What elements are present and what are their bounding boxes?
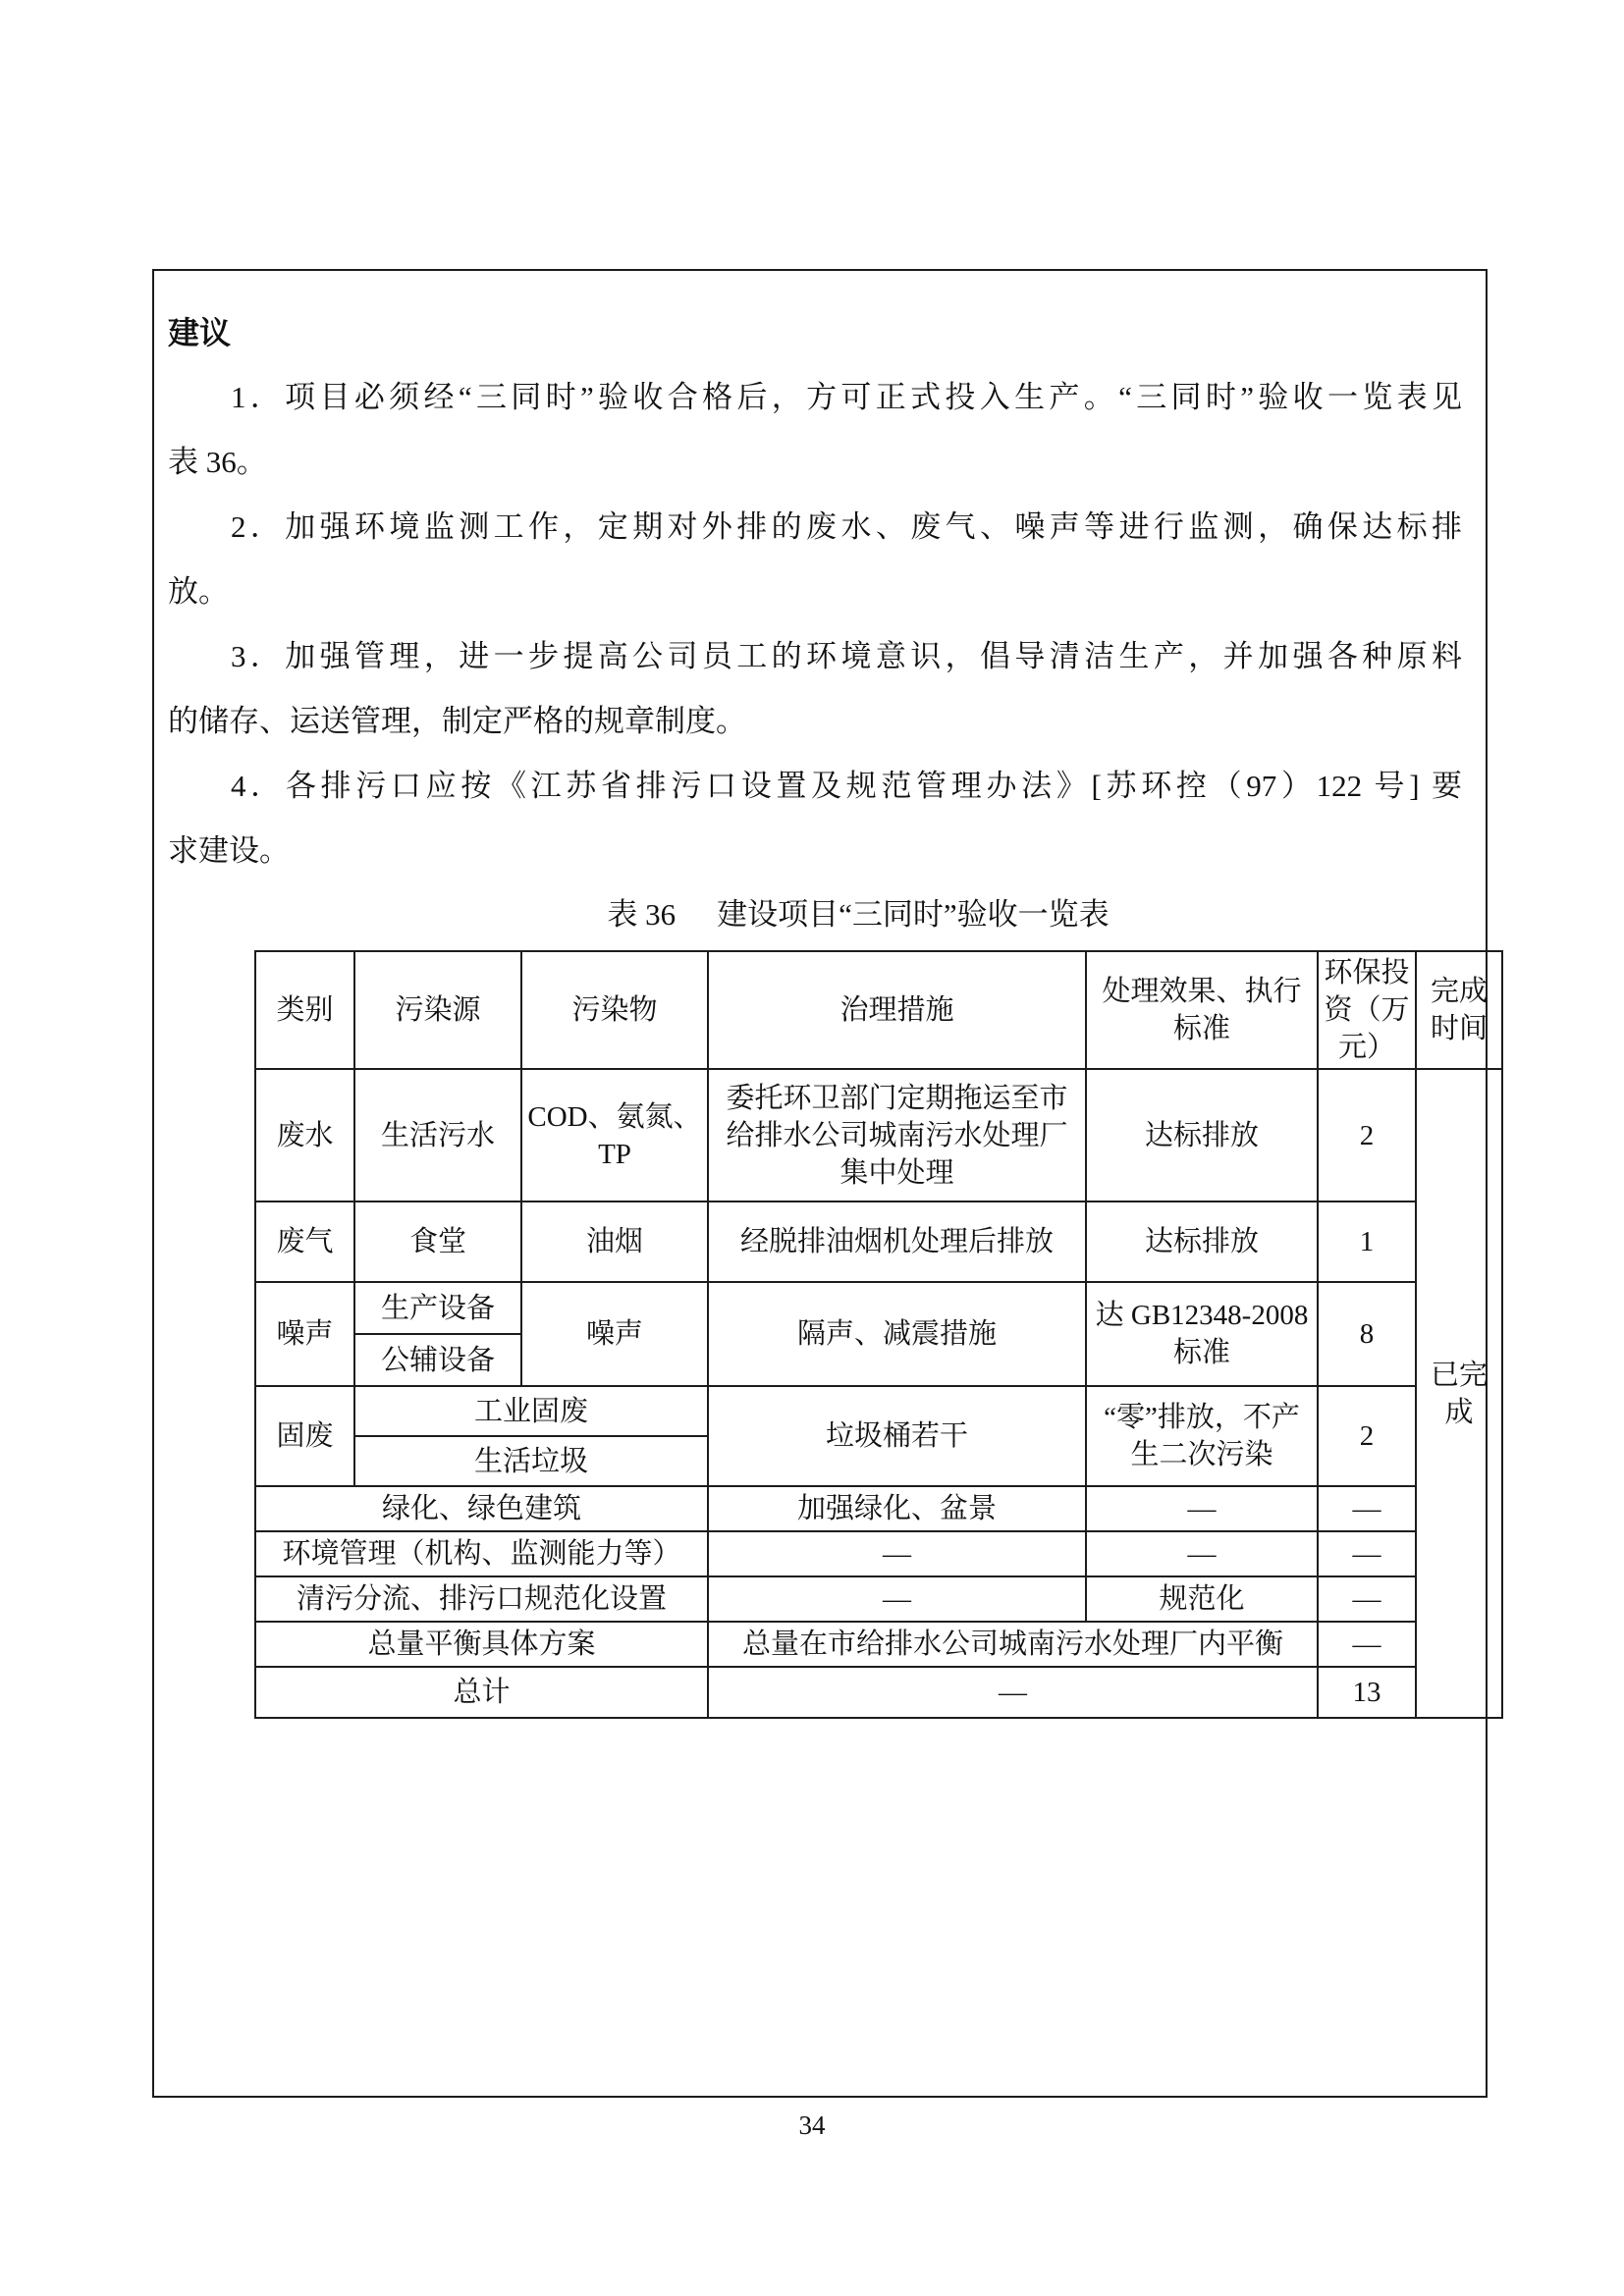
cell-effect-solid-waste: “零”排放，不产生二次污染 — [1086, 1386, 1318, 1486]
cell-effect-waste-gas: 达标排放 — [1086, 1201, 1318, 1282]
table-caption — [254, 889, 1462, 940]
cell-measure-env-management: — — [708, 1531, 1086, 1576]
cell-domestic-garbage: 生活垃圾 — [354, 1436, 708, 1486]
cell-source-canteen: 食堂 — [354, 1201, 521, 1282]
header-category: 类别 — [255, 951, 354, 1069]
cell-invest-solid-waste: 2 — [1318, 1386, 1416, 1486]
table-caption-title: 建设项目“三同时”验收一览表 — [717, 897, 1110, 932]
table-caption-number: 表 36 — [607, 897, 677, 932]
cell-label-diversion: 清污分流、排污口规范化设置 — [255, 1576, 708, 1622]
paragraph-3-line-1: 3．加强管理，进一步提高公司员工的环境意识，倡导清洁生产，并加强各种原料 — [231, 639, 1462, 673]
cell-invest-diversion: — — [1318, 1576, 1416, 1622]
paragraph-4-line-1: 4．各排污口应按《江苏省排污口设置及规范管理办法》[苏环控（97）122 号] 要 — [231, 769, 1462, 803]
cell-measure-balance-plan: 总量在市给排水公司城南污水处理厂内平衡 — [708, 1622, 1318, 1667]
cell-source-domestic-sewage: 生活污水 — [354, 1069, 521, 1201]
cell-completion-status: 已完成 — [1416, 1069, 1502, 1718]
cell-label-total: 总计 — [255, 1667, 708, 1718]
cell-effect-greening: — — [1086, 1486, 1318, 1531]
cell-effect-env-management: — — [1086, 1531, 1318, 1576]
paragraph-3-line-2: 的储存、运送管理，制定严格的规章制度。 — [168, 704, 746, 738]
cell-measure-noise: 隔声、减震措施 — [708, 1282, 1086, 1386]
cell-pollutant-cod: COD、氨氮、TP — [521, 1069, 708, 1201]
cell-category-noise: 噪声 — [255, 1282, 354, 1386]
cell-invest-waste-gas: 1 — [1318, 1201, 1416, 1282]
table-header-row — [255, 951, 1502, 1069]
paragraph-2-line-1: 2．加强环境监测工作，定期对外排的废水、废气、噪声等进行监测，确保达标排 — [231, 509, 1462, 544]
table-row-waste-gas — [255, 1201, 1502, 1282]
table-row-noise-production — [255, 1282, 1502, 1334]
cell-pollutant-noise: 噪声 — [521, 1282, 708, 1386]
cell-label-balance-plan: 总量平衡具体方案 — [255, 1622, 708, 1667]
cell-measure-wastewater: 委托环卫部门定期拖运至市给排水公司城南污水处理厂集中处理 — [708, 1069, 1086, 1201]
cell-category-wastewater: 废水 — [255, 1069, 354, 1201]
paragraph-1-line-2: 表 36。 — [168, 445, 267, 479]
cell-source-auxiliary-equipment: 公辅设备 — [354, 1334, 521, 1386]
table-row-solid-waste-industrial — [255, 1386, 1502, 1436]
cell-invest-wastewater: 2 — [1318, 1069, 1416, 1201]
cell-effect-diversion: 规范化 — [1086, 1576, 1318, 1622]
paragraph-4-line-2: 求建设。 — [168, 833, 290, 868]
cell-industrial-solid-waste: 工业固废 — [354, 1386, 708, 1436]
cell-measure-diversion: — — [708, 1576, 1086, 1622]
cell-effect-wastewater: 达标排放 — [1086, 1069, 1318, 1201]
cell-category-waste-gas: 废气 — [255, 1201, 354, 1282]
cell-pollutant-fume: 油烟 — [521, 1201, 708, 1282]
paragraph-2-line-2: 放。 — [168, 574, 229, 609]
cell-label-greening: 绿化、绿色建筑 — [255, 1486, 708, 1531]
cell-invest-total: 13 — [1318, 1667, 1416, 1718]
cell-measure-greening: 加强绿化、盆景 — [708, 1486, 1086, 1531]
cell-invest-env-management: — — [1318, 1531, 1416, 1576]
cell-label-env-management: 环境管理（机构、监测能力等） — [255, 1531, 708, 1576]
header-effect: 处理效果、执行标准 — [1086, 951, 1318, 1069]
cell-source-production-equipment: 生产设备 — [354, 1282, 521, 1334]
table-row-diversion — [255, 1576, 1502, 1622]
table-row-wastewater — [255, 1069, 1502, 1201]
header-completion-time: 完成时间 — [1416, 951, 1502, 1069]
header-measure: 治理措施 — [708, 951, 1086, 1069]
header-source: 污染源 — [354, 951, 521, 1069]
cell-invest-noise: 8 — [1318, 1282, 1416, 1386]
cell-category-solid-waste: 固废 — [255, 1386, 354, 1486]
table-row-balance-plan — [255, 1622, 1502, 1667]
content-frame — [152, 269, 1488, 2098]
cell-invest-balance-plan: — — [1318, 1622, 1416, 1667]
cell-effect-noise: 达 GB12348-2008 标准 — [1086, 1282, 1318, 1386]
cell-measure-solid-waste: 垃圾桶若干 — [708, 1386, 1086, 1486]
section-heading: 建议 — [168, 315, 232, 350]
three-simultaneous-validation-table — [254, 950, 1503, 1719]
cell-invest-greening: — — [1318, 1486, 1416, 1531]
header-pollutant: 污染物 — [521, 951, 708, 1069]
page-number: 34 — [798, 2110, 826, 2140]
header-invest: 环保投资（万元） — [1318, 951, 1416, 1069]
table-row-greening — [255, 1486, 1502, 1531]
cell-measure-waste-gas: 经脱排油烟机处理后排放 — [708, 1201, 1086, 1282]
table-row-total — [255, 1667, 1502, 1718]
paragraph-1-line-1: 1．项目必须经“三同时”验收合格后，方可正式投入生产。“三同时”验收一览表见 — [231, 380, 1462, 414]
table-row-env-management — [255, 1531, 1502, 1576]
cell-measure-total: — — [708, 1667, 1318, 1718]
